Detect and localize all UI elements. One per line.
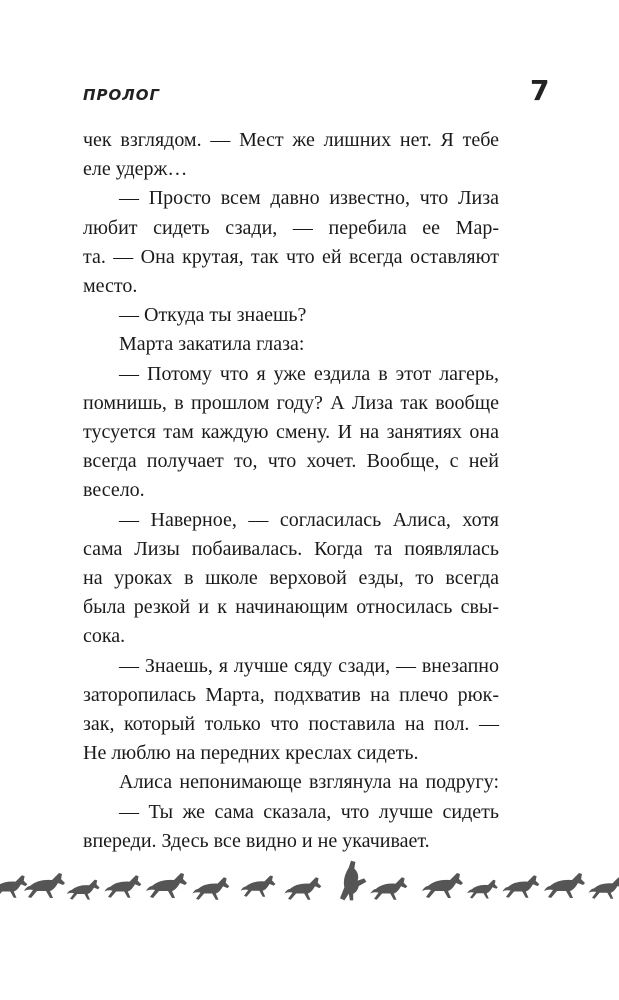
horse-icon: [502, 875, 539, 898]
horse-icon: [241, 875, 276, 896]
text-line: — Потому что я уже ездила в этот лагерь,: [119, 362, 499, 385]
page-number: 7: [530, 74, 550, 107]
horse-icon: [589, 877, 619, 898]
horse-icon: [146, 873, 187, 898]
text-line: — Наверное, — согласилась Алиса, хотя: [119, 508, 499, 531]
horse-icon: [370, 877, 407, 900]
text-line: Алиса непонимающе взглянула на подругу:: [119, 771, 499, 794]
text-line: — Откуда ты знаешь?: [119, 304, 307, 327]
text-line: Не люблю на передних креслах сидеть.: [83, 742, 419, 765]
horse-icon: [544, 873, 585, 898]
text-line: Марта закатила глаза:: [119, 333, 305, 356]
horse-icon: [0, 875, 27, 898]
horse-icon: [340, 861, 366, 901]
horse-icon: [284, 877, 321, 900]
horses-icon: [0, 860, 619, 910]
text-line: весело.: [83, 479, 145, 502]
running-title: ПРОЛОГ: [83, 86, 161, 104]
horse-icon: [104, 875, 141, 898]
text-line: на уроках в школе верховой езды, то всегда: [83, 567, 499, 590]
text-line: заторопилась Марта, подхватив на плечо рюк-: [83, 683, 499, 706]
horse-icon: [67, 880, 100, 900]
horse-icon: [192, 877, 229, 900]
text-line: тусуется там каждую смену. И на занятиях она: [83, 421, 499, 444]
text-line: сама Лизы побаивалась. Когда та появлялась: [83, 537, 499, 560]
text-line: чек взглядом. — Мест же лишних нет. Я тебе: [83, 129, 499, 151]
text-line: была резкой и к начинающим относилась свы-: [83, 596, 499, 619]
text-line: еле удерж…: [83, 158, 188, 181]
body-text: [83, 126, 499, 856]
text-line: — Ты же сама сказала, что лучше сидеть: [119, 800, 499, 823]
text-line: — Знаешь, я лучше сяду сзади, — внезапно: [119, 654, 499, 677]
text-line: место.: [83, 275, 138, 298]
horse-icon: [422, 873, 463, 898]
text-line: зак, который только что поставила на пол. —: [83, 713, 499, 736]
text-line: та. — Она крутая, так что ей всегда оставляют: [83, 245, 499, 268]
text-line: помнишь, в прошлом году? А Лиза так вообще: [83, 391, 499, 414]
text-line: впереди. Здесь все видно и не укачивает.: [83, 829, 430, 852]
horse-icon: [24, 873, 65, 898]
text-line: сока.: [83, 625, 126, 648]
text-line: любит сидеть сзади, — перебила ее Мар-: [83, 216, 499, 239]
text-line: всегда получает то, что хочет. Вообще, с ней: [83, 450, 499, 473]
horse-icon: [467, 880, 498, 899]
text-line: — Просто всем давно известно, что Лиза: [119, 187, 499, 210]
